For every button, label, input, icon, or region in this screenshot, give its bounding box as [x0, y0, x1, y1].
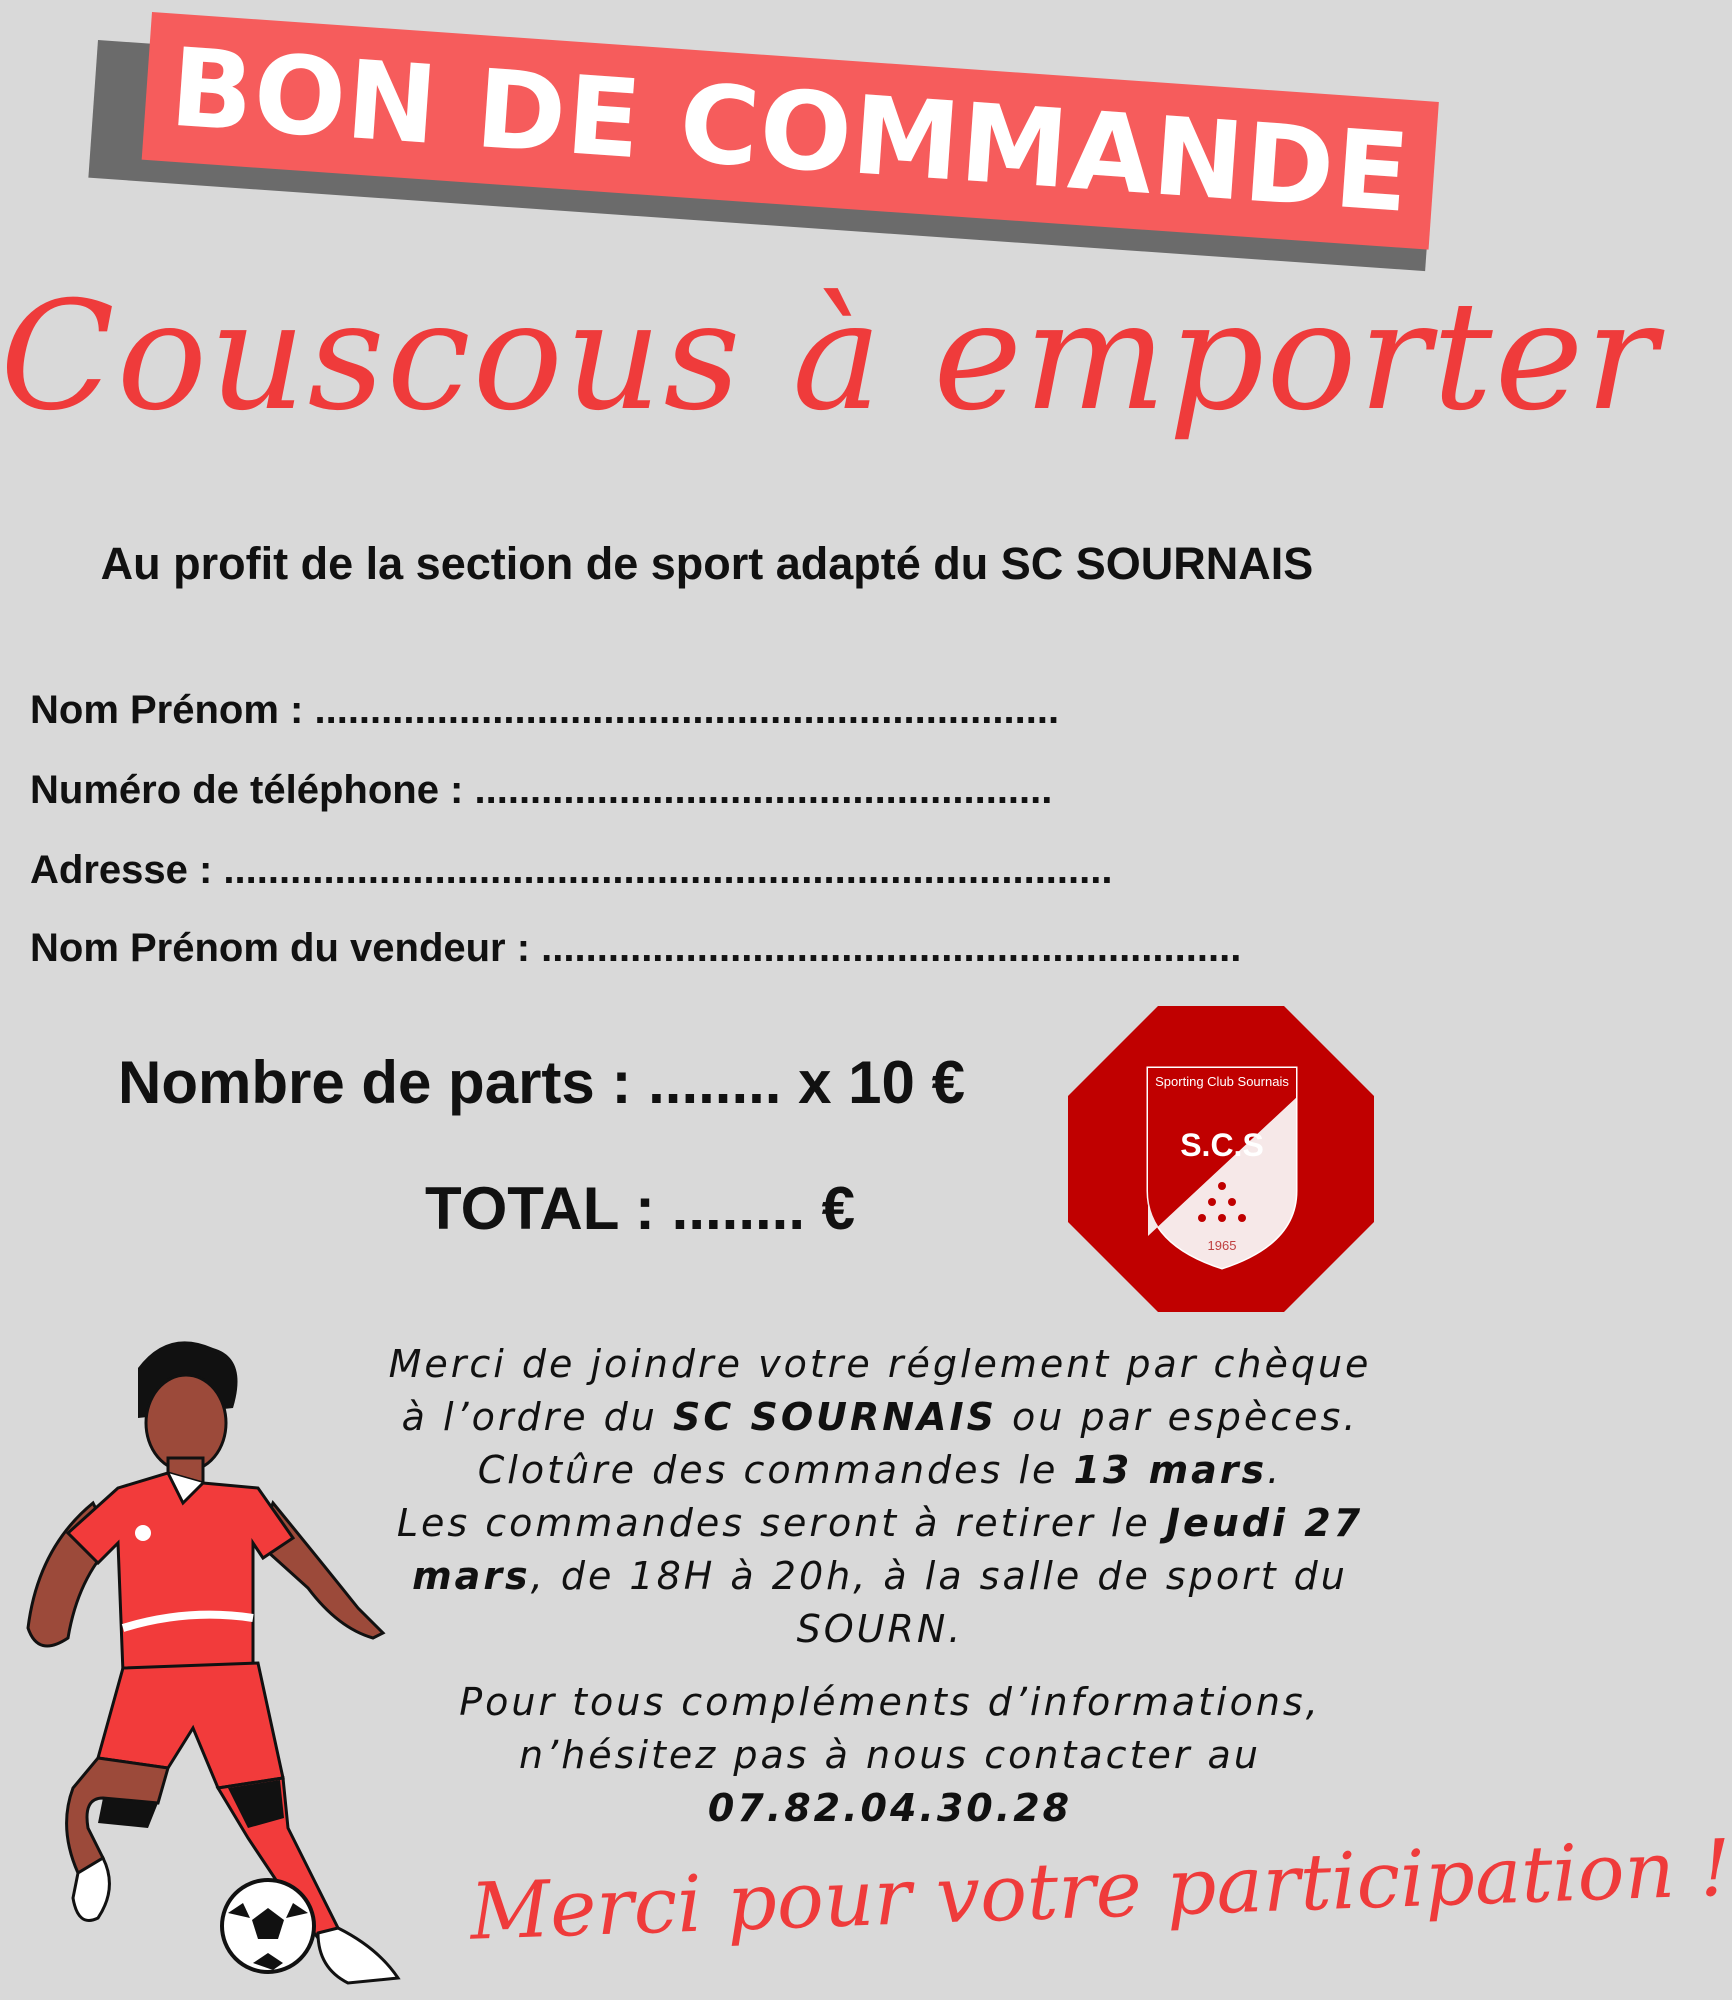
total-line: TOTAL : ........ €	[425, 1175, 856, 1242]
info-line: Les commandes seront à retirer le Jeudi 27	[396, 1501, 1364, 1545]
field-name: Nom Prénom : ...................................................................	[30, 688, 1060, 732]
banner-title: BON DE COMMANDE	[166, 25, 1414, 237]
player-boot	[318, 1928, 398, 1983]
field-address: Adresse : ................................................................................	[30, 848, 1113, 892]
contact-info	[400, 1676, 1380, 1835]
subtitle: Au profit de la section de sport adapté du SC SOURNAIS	[100, 538, 1314, 589]
info-line: Merci de joindre votre réglement par chèque	[388, 1342, 1372, 1386]
info-line: mars, de 18H à 20h, à la salle de sport du	[412, 1554, 1348, 1598]
info-line: à l’ordre du SC SOURNAIS ou par espèces.	[401, 1395, 1359, 1439]
logo-initials: S.C.S	[1180, 1127, 1264, 1163]
player-jersey	[68, 1473, 293, 1673]
thanks-message: Merci pour votre participation !	[468, 1823, 1732, 1958]
logo-club-name: Sporting Club Sournais	[1155, 1074, 1289, 1089]
field-phone: Numéro de téléphone : ....................................................	[30, 768, 1053, 812]
info-line: Clotûre des commandes le 13 mars.	[477, 1448, 1283, 1492]
contact-line: Pour tous compléments d’informations,	[459, 1680, 1321, 1724]
soccer-ball-icon	[222, 1880, 314, 1972]
contact-phone: 07.82.04.30.28	[707, 1786, 1073, 1830]
club-logo	[1068, 1006, 1374, 1312]
parts-line: Nombre de parts : ........ x 10 €	[118, 1049, 965, 1116]
info-line: SOURN.	[796, 1607, 964, 1651]
headline: Couscous à emporter	[0, 270, 1660, 444]
football-player-illustration	[18, 1328, 418, 1988]
logo-year: 1965	[1207, 1238, 1237, 1253]
field-seller: Nom Prénom du vendeur : ...............................................................	[30, 926, 1242, 970]
contact-line: n’hésitez pas à nous contacter au	[519, 1733, 1261, 1777]
payment-info	[360, 1338, 1400, 1656]
